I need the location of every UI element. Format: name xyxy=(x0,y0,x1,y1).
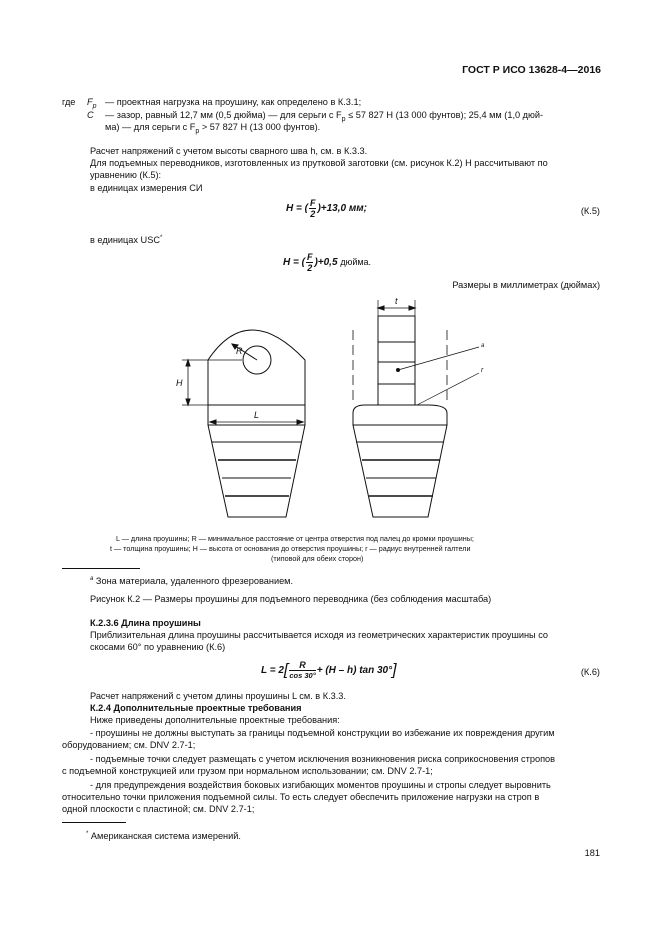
section-k24-title: К.2.4 Дополнительные проектные требования xyxy=(90,703,302,713)
equation-k6: L = 2[ $\frac{R}{\cos 30^\circ}$ + (H – h) tan 30°] xyxy=(261,660,397,680)
requirement-1: - проушины не должны выступать за границы подъемной конструкции во избежание их повреждения другим xyxy=(90,728,555,738)
label-L: L xyxy=(254,410,260,420)
section-k236-title: К.2.3.6 Длина проушины xyxy=(90,618,201,628)
right-base-plate xyxy=(353,405,447,425)
right-body xyxy=(353,425,447,517)
requirement-2: - подъемные точки следует размещать с учетом исключения возникновения риска соприкосновения стропов xyxy=(90,754,556,764)
dimensions-note: Размеры в миллиметрах (дюймах) xyxy=(452,280,600,290)
requirement-1-cont: оборудованием; см. DNV 2.7-1; xyxy=(62,740,196,750)
equation-k6-number: (К.6) xyxy=(580,667,600,677)
figure-caption: Рисунок К.2 — Размеры проушины для подъемного переводника (без соблюдения масштаба) xyxy=(90,594,492,604)
figure-legend-line1: L — длина проушины; R — минимальное расстояние от центра отверстия под палец до кромки проушины; xyxy=(116,534,474,543)
definition-c-line1: — зазор, равный 12,7 мм (0,5 дюйма) — для серьги с $F_p \le 57$ 827 Н (13 000 фунтов); 25,4 мм (1,0 дюй- xyxy=(105,110,544,123)
padeye-figure xyxy=(170,292,500,532)
padeye-front-outline xyxy=(208,330,305,405)
symbol-fp: $F_p$ xyxy=(87,97,97,110)
requirement-3-cont: относительно точки приложения подъемной силы. То есть следует обеспечить приложение нагрузки на строп в xyxy=(62,792,540,802)
label-t: t xyxy=(395,296,398,306)
requirement-3: - для предупреждения воздействия боковых изгибающих моментов проушины и стропы следует выровнить xyxy=(90,780,551,790)
equation-k5-number: (К.5) xyxy=(580,206,600,216)
equation-k5: H = ( $\frac{F}{2}$ )+13,0 мм; xyxy=(286,198,367,219)
footnote-rule-page xyxy=(62,822,126,823)
section-k236-line2: скосами 60° по уравнению (К.6) xyxy=(90,642,226,652)
text-si-units: в единицах измерения СИ xyxy=(90,183,203,193)
label-r: r xyxy=(481,367,484,374)
figure-legend-line2: t — толщина проушины; H — высота от основания до отверстия проушины; r — радиус внутренней галтели xyxy=(110,544,471,553)
left-body xyxy=(208,425,305,517)
label-R: R xyxy=(236,346,243,356)
page-number: 181 xyxy=(584,848,600,858)
page-footnote: * Американская система измерений. xyxy=(86,831,241,842)
text-usc-units: в единицах USC* xyxy=(90,235,163,246)
equation-usc: H = ( $\frac{F}{2}$ )+0,5 дюйма. xyxy=(283,252,372,273)
document-id: ГОСТ Р ИСО 13628-4—2016 xyxy=(462,64,601,76)
footnote-rule-figure xyxy=(62,568,140,569)
text-length-stress: Расчет напряжений с учетом длины проушины L см. в К.3.3. xyxy=(90,691,346,701)
definition-c-line2: ма) — для серьги с $F_p > 57$ 827 Н (13 000 фунтов). xyxy=(105,122,321,135)
text-equation-ref: уравнению (К.5): xyxy=(90,170,162,180)
section-k24-intro: Ниже приведены дополнительные проектные требования: xyxy=(90,715,340,725)
figure-footnote: $^a$ Зона материала, удаленного фрезерованием. xyxy=(90,576,294,587)
requirement-3-cont2: одной плоскости с пластиной; см. DNV 2.7-1; xyxy=(62,804,255,814)
section-k236-line1: Приблизительная длина проушины рассчитывается исходя из геометрических характеристик проушины со xyxy=(90,630,549,640)
symbol-c: C xyxy=(87,110,94,120)
requirement-2-cont: с подъемной конструкцией или грузом при нормальном использовании; см. DNV 2.7-1; xyxy=(62,766,433,776)
where-label: где xyxy=(62,97,76,107)
label-H: H xyxy=(176,378,183,388)
definition-fp: — проектная нагрузка на проушину, как определено в К.3.1; xyxy=(105,97,362,107)
figure-legend-line3: (типовой для обеих сторон) xyxy=(271,554,364,563)
label-a: a xyxy=(481,343,485,349)
text-bar-stock: Для подъемных переводников, изготовленных из прутковой заготовки (см. рисунок К.2) H рассчитывают по xyxy=(90,158,548,168)
plate-edge-view xyxy=(378,316,415,405)
text-weld-height: Расчет напряжений с учетом высоты сварного шва h, см. в К.3.3. xyxy=(90,146,368,156)
